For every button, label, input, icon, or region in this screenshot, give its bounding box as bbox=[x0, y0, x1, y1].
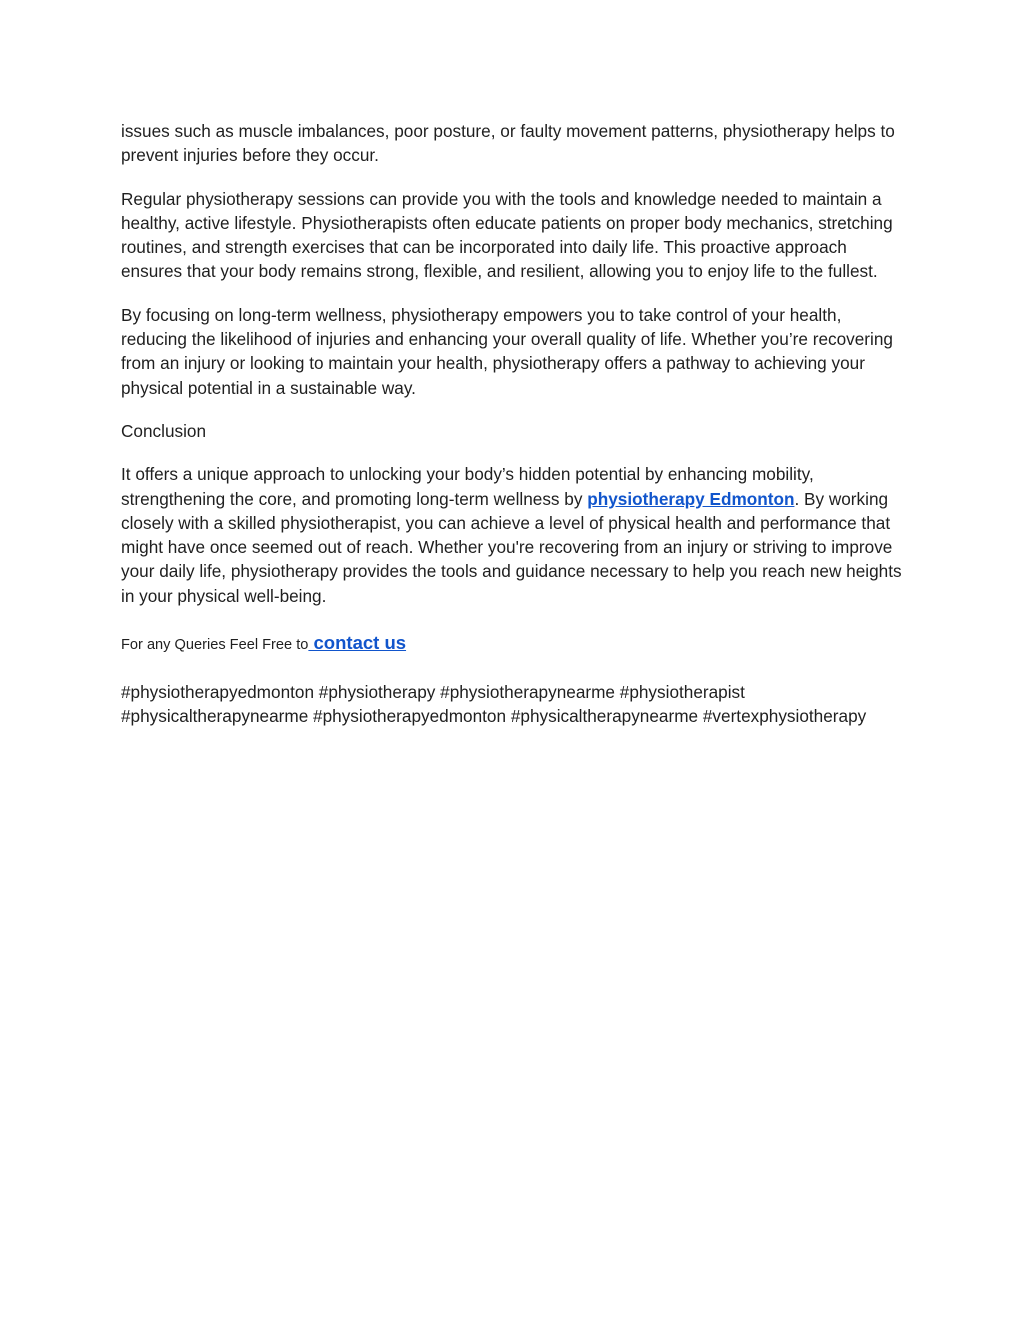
paragraph-regular-sessions: Regular physiotherapy sessions can provide you with the tools and knowledge needed to maintain a healthy, active lifestyle. Physiotherapists often educate patients on proper body mechanics, stretching routines, and strength exercises that can be incorporated into daily life. This proactive approach ensures that your body remains strong, flexible, and resilient, allowing you to enjoy life to the fullest. bbox=[121, 188, 893, 282]
conclusion-text-after-link: . By working closely with a skilled physiotherapist, you can achieve a level of physical health and performance that might have once seemed out of reach. Whether you're recovering from an injury or striving to improve your daily life, physiotherapy provides the tools and guidance necessary to help you reach new heights in your physical well-being. bbox=[121, 488, 902, 606]
paragraph-injury-prevention: issues such as muscle imbalances, poor posture, or faulty movement patterns, physiotherapy helps to prevent injuries before they occur. bbox=[121, 121, 895, 166]
conclusion-text-before-link: It offers a unique approach to unlocking your body’s hidden potential by enhancing mobility, strengthening the core, and promoting long-term wellness by bbox=[121, 464, 814, 509]
contact-us-link[interactable]: contact us bbox=[308, 632, 407, 654]
conclusion-heading: Conclusion bbox=[121, 420, 207, 441]
paragraph-conclusion bbox=[121, 462, 911, 608]
physiotherapy-edmonton-link[interactable]: physiotherapy Edmonton bbox=[587, 488, 795, 509]
contact-prefix: For any Queries Feel Free to bbox=[121, 637, 309, 654]
hashtags: #physiotherapyedmonton #physiotherapy #physiotherapynearme #physiotherapist #physicaltherapynearme #physiotherapyedmonton #physicaltherapynearme #vertexphysiotherapy bbox=[121, 682, 867, 727]
paragraph-long-term-wellness: By focusing on long-term wellness, physiotherapy empowers you to take control of your health, reducing the likelihood of injuries and enhancing your overall quality of life. Whether you’re recovering from an injury or looking to maintain your health, physiotherapy offers a pathway to achieving your physical potential in a sustainable way. bbox=[121, 304, 893, 398]
contact-line bbox=[121, 631, 911, 657]
document-page bbox=[121, 119, 911, 748]
